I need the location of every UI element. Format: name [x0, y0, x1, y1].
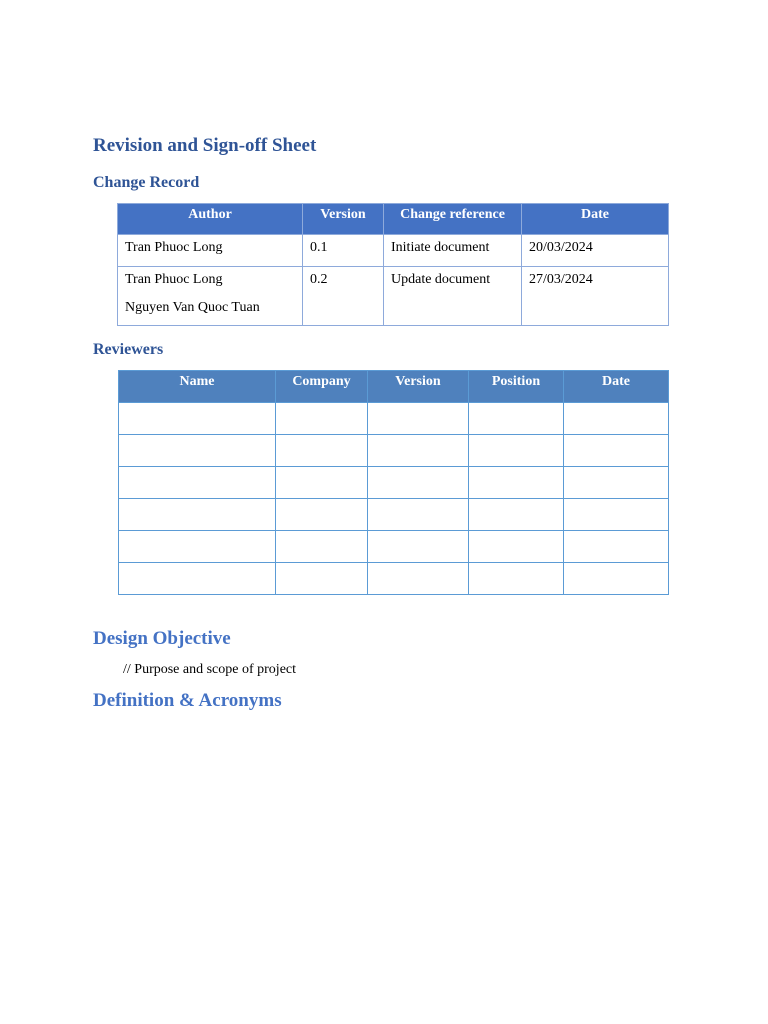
header-date: Date — [522, 204, 669, 235]
author-name: Nguyen Van Quoc Tuan — [125, 300, 260, 315]
author-cell — [118, 267, 303, 326]
version-cell — [368, 435, 469, 467]
change-record-title: Change Record — [93, 174, 200, 191]
table-row — [118, 267, 669, 326]
position-cell — [469, 531, 564, 563]
date-cell — [564, 403, 669, 435]
reviewers-table — [118, 370, 669, 595]
company-cell — [276, 499, 368, 531]
change-record-header-row — [118, 204, 669, 235]
version-cell — [368, 499, 469, 531]
position-cell — [469, 467, 564, 499]
author-cell — [118, 235, 303, 267]
header-position: Position — [469, 371, 564, 403]
name-cell — [119, 499, 276, 531]
position-cell — [469, 499, 564, 531]
table-row — [119, 467, 669, 499]
position-cell — [469, 403, 564, 435]
date-cell — [564, 467, 669, 499]
name-cell — [119, 403, 276, 435]
reviewers-header-row — [119, 371, 669, 403]
header-change-reference: Change reference — [384, 204, 522, 235]
date-cell — [564, 563, 669, 595]
date-cell: 20/03/2024 — [522, 235, 669, 267]
table-row — [119, 499, 669, 531]
date-cell — [564, 499, 669, 531]
change-reference-cell: Update document — [384, 267, 522, 326]
version-cell — [368, 531, 469, 563]
company-cell — [276, 467, 368, 499]
design-objective-title: Design Objective — [93, 628, 231, 649]
version-cell — [368, 563, 469, 595]
company-cell — [276, 403, 368, 435]
name-cell — [119, 563, 276, 595]
change-reference-cell: Initiate document — [384, 235, 522, 267]
definitions-title: Definition & Acronyms — [93, 690, 282, 711]
version-cell: 0.1 — [303, 235, 384, 267]
design-objective-text: // Purpose and scope of project — [123, 662, 297, 677]
date-cell — [564, 531, 669, 563]
position-cell — [469, 563, 564, 595]
author-name: Tran Phuoc Long — [125, 240, 223, 255]
change-record-table — [117, 203, 669, 326]
position-cell — [469, 435, 564, 467]
company-cell — [276, 435, 368, 467]
header-version: Version — [368, 371, 469, 403]
version-cell — [368, 403, 469, 435]
date-cell: 27/03/2024 — [522, 267, 669, 326]
name-cell — [119, 467, 276, 499]
company-cell — [276, 531, 368, 563]
header-date: Date — [564, 371, 669, 403]
author-name: Tran Phuoc Long — [125, 272, 223, 287]
version-cell — [368, 467, 469, 499]
header-name: Name — [119, 371, 276, 403]
header-author: Author — [118, 204, 303, 235]
company-cell — [276, 563, 368, 595]
table-row — [119, 435, 669, 467]
reviewers-title: Reviewers — [93, 341, 164, 358]
date-cell — [564, 435, 669, 467]
revision-title: Revision and Sign-off Sheet — [93, 135, 317, 156]
table-row — [119, 531, 669, 563]
table-row — [119, 403, 669, 435]
header-company: Company — [276, 371, 368, 403]
name-cell — [119, 435, 276, 467]
header-version: Version — [303, 204, 384, 235]
table-row — [119, 563, 669, 595]
table-row — [118, 235, 669, 267]
name-cell — [119, 531, 276, 563]
version-cell: 0.2 — [303, 267, 384, 326]
